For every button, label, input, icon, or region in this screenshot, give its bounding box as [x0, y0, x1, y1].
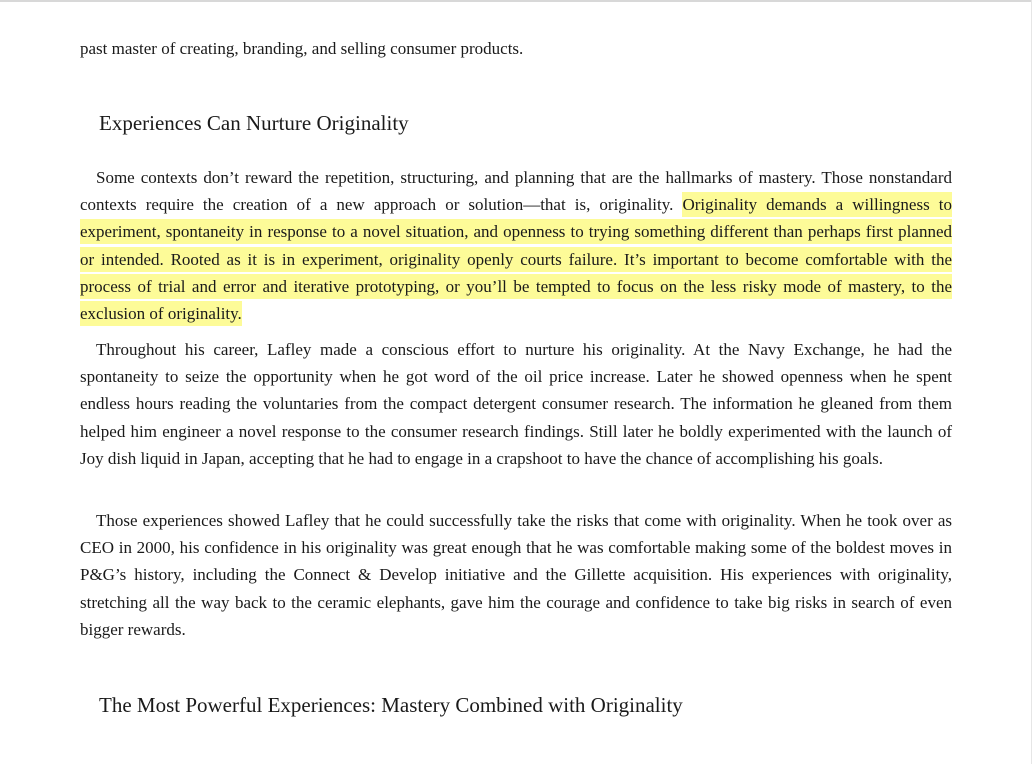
paragraph-originality-intro: [80, 164, 952, 327]
paragraph-text: Some contexts don’t reward the repetition, structuring, and planning that are the hallmarks of mastery. Those nonstandard contexts require the creation of a new approach or solution—that is, originality.: [80, 168, 952, 215]
section-heading-originality: Experiences Can Nurture Originality: [99, 111, 409, 135]
page-top-edge: [0, 0, 1032, 2]
paragraph-lafley-career: Throughout his career, Lafley made a conscious effort to nurture his originality. At the Navy Exchange, he had the spontaneity to seize the opportunity when he got word of the oil price increase. Later he showed openness when he spent endless hours reading the voluntaries from the compact detergent consumer research. The information he gleaned from them helped him engineer a novel response to the consumer research findings. Still later he boldly experimented with the launch of Joy dish liquid in Japan, accepting that he had to engage in a crapshoot to have the chance of accomplishing his goals.: [80, 340, 952, 468]
section-heading-mastery-originality: The Most Powerful Experiences: Mastery Combined with Originality: [99, 693, 683, 717]
continued-text-line: past master of creating, branding, and selling consumer products.: [80, 39, 524, 58]
highlighted-passage[interactable]: Originality demands a willingness to experiment, spontaneity in response to a novel situation, and openness to trying something different than perhaps first planned or intended. Rooted as it is in experiment, originality openly courts failure. It’s important to become comfortable with the process of trial and error and iterative prototyping, or you’ll be tempted to focus on the less risky mode of mastery, to the exclusion of originality.: [80, 195, 952, 324]
paragraph-lafley-ceo: Those experiences showed Lafley that he could successfully take the risks that come with originality. When he took over as CEO in 2000, his confidence in his originality was great enough that he was comfortable making some of the boldest moves in P&G’s history, including the Connect & Develop initiative and the Gillette acquisition. His experiences with originality, stretching all the way back to the ceramic elephants, gave him the courage and confidence to take big risks in search of even bigger rewards.: [80, 511, 952, 639]
